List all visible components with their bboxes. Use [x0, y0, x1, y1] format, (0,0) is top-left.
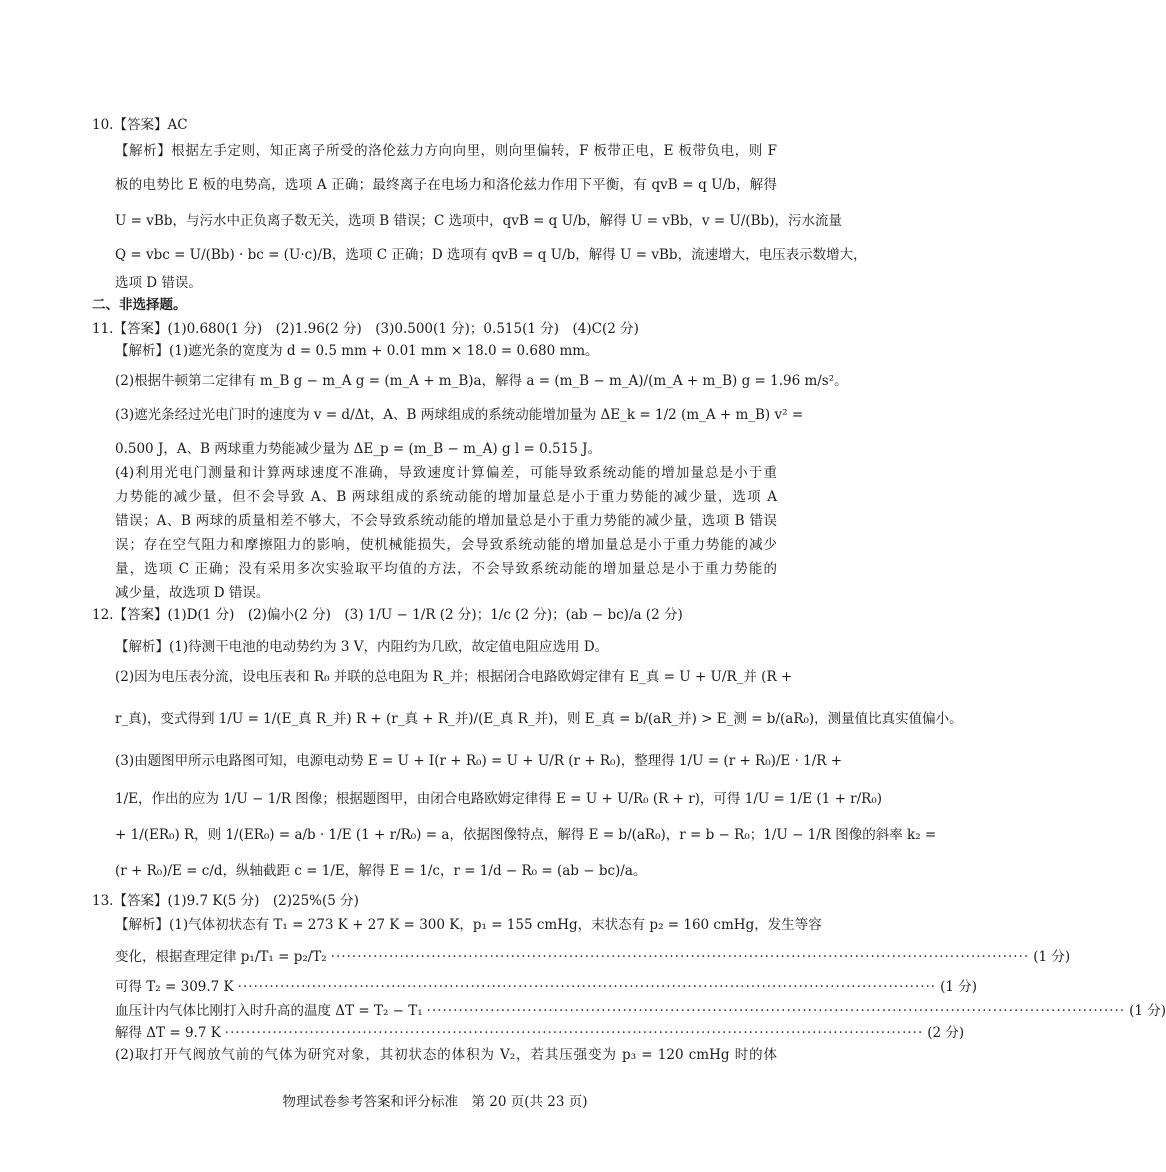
q12-analysis-line: r_真)，变式得到 1/U = 1/(E_真 R_并) R + (r_真 + R_并)/(E_真 R_并)，则 E_真 = b/(aR_并) > E_测 = b/(aR₀)，测量值比真实值偏小。: [115, 711, 963, 727]
q13-step: [115, 948, 1071, 966]
q11-analysis-line: 量，选项 C 正确；没有采用多次实验取平均值的方法，不会导致系统动能的增加量总是小于重力势能的: [115, 561, 777, 577]
q12-analysis-line: (r + R₀)/E = c/d，纵轴截距 c = 1/E，解得 E = 1/c，r = 1/d − R₀ = (ab − bc)/a。: [115, 863, 647, 879]
q10-analysis-line: 选项 D 错误。: [115, 275, 202, 291]
leader-dots: ····································································································································: [330, 949, 1030, 965]
q12-analysis-line: (3)由题图甲所示电路图可知，电源电动势 E = U + I(r + R₀) = U + U/R (r + R₀)，整理得 1/U = (r + R₀)/E · 1/R +: [115, 753, 843, 769]
q11-analysis-line: 0.500 J，A、B 两球重力势能减少量为 ΔE_p = (m_B − m_A) g l = 0.515 J。: [115, 441, 601, 457]
step-text: 血压计内气体比刚打入时升高的温度 ΔT = T₂ − T₁: [115, 1003, 423, 1019]
q11-analysis-line: 减少量，故选项 D 错误。: [115, 585, 270, 601]
q10-answer: 10.【答案】AC: [92, 117, 188, 133]
q13-step: [115, 1024, 965, 1042]
leader-dots: ····································································································································: [237, 979, 937, 995]
q11-analysis-line: (2)根据牛顿第二定律有 m_B g − m_A g = (m_A + m_B)a，解得 a = (m_B − m_A)/(m_A + m_B) g = 1.96 m/s²。: [115, 373, 848, 389]
leader-dots: ····································································································································: [426, 1003, 1126, 1019]
step-score: (2 分): [927, 1025, 965, 1041]
q11-analysis-line: 误；存在空气阻力和摩擦阻力的影响，使机械能损失，会导致系统动能的增加量总是小于重力势能的减少: [115, 537, 777, 553]
leader-dots: ····································································································································: [224, 1025, 924, 1041]
q11-analysis-line: 错误；A、B 两球的质量相差不够大，不会导致系统动能的增加量总是小于重力势能的减少量，选项 B 错误: [115, 513, 777, 529]
q10-analysis-line: 【解析】根据左手定则，知正离子所受的洛伦兹力方向向里，则向里偏转，F 板带正电，E 板带负电，则 F: [115, 143, 777, 159]
q11-analysis-line: (3)遮光条经过光电门时的速度为 v = d/Δt，A、B 两球组成的系统动能增加量为 ΔE_k = 1/2 (m_A + m_B) v² =: [115, 407, 804, 423]
q11-analysis-line: (4)利用光电门测量和计算两球速度不准确，导致速度计算偏差，可能导致系统动能的增加量总是小于重: [115, 465, 777, 481]
q12-analysis-line: (2)因为电压表分流，设电压表和 R₀ 并联的总电阻为 R_并；根据闭合电路欧姆定律有 E_真 = U + U/R_并 (R +: [115, 669, 793, 685]
q11-answer: 11.【答案】(1)0.680(1 分) (2)1.96(2 分) (3)0.500(1 分)；0.515(1 分) (4)C(2 分): [92, 321, 639, 337]
q13-analysis-line: (2)取打开气阀放气前的气体为研究对象，其初状态的体积为 V₂，若其压强变为 p₃ = 120 cmHg 时的体: [115, 1047, 777, 1063]
step-text: 可得 T₂ = 309.7 K: [115, 979, 234, 995]
q12-answer: 12.【答案】(1)D(1 分) (2)偏小(2 分) (3) 1/U − 1/R (2 分)；1/c (2 分)；(ab − bc)/a (2 分): [92, 607, 683, 623]
q11-analysis-line: 【解析】(1)遮光条的宽度为 d = 0.5 mm + 0.01 mm × 18.0 = 0.680 mm。: [115, 343, 599, 359]
q13-analysis-line: 【解析】(1)气体初状态有 T₁ = 273 K + 27 K = 300 K，p₁ = 155 cmHg，末状态有 p₂ = 160 cmHg，发生等容: [115, 917, 822, 933]
step-score: (1 分): [1129, 1003, 1166, 1019]
q12-analysis-line: 【解析】(1)待测干电池的电动势约为 3 V，内阻约为几欧，故定值电阻应选用 D。: [115, 639, 609, 655]
page-footer: 物理试卷参考答案和评分标准 第 20 页(共 23 页): [282, 1094, 588, 1110]
q13-step: [115, 1002, 1166, 1020]
q11-analysis-line: 力势能的减少量，但不会导致 A、B 两球组成的系统动能的增加量总是小于重力势能的减少量，选项 A: [115, 489, 777, 505]
q12-analysis-line: 1/E，作出的应为 1/U − 1/R 图像；根据题图甲，由闭合电路欧姆定律得 E = U + U/R₀ (R + r)，可得 1/U = 1/E (1 + r/R₀): [115, 791, 883, 807]
section-heading: 二、非选择题。: [92, 297, 187, 313]
q12-analysis-line: + 1/(ER₀) R，则 1/(ER₀) = a/b · 1/E (1 + r/R₀) = a，依据图像特点，解得 E = b/(aR₀)，r = b − R₀；1/U − 1/R 图像的斜率 k₂ =: [115, 827, 937, 843]
q13-step: [115, 978, 978, 996]
step-text: 变化，根据查理定律 p₁/T₁ = p₂/T₂: [115, 949, 327, 965]
step-text: 解得 ΔT = 9.7 K: [115, 1025, 221, 1041]
q10-analysis-line: 板的电势比 E 板的电势高，选项 A 正确；最终离子在电场力和洛伦兹力作用下平衡，有 qvB = q U/b，解得: [115, 177, 777, 193]
q10-analysis-line: U = vBb，与污水中正负离子数无关，选项 B 错误；C 选项中，qvB = q U/b，解得 U = vBb，v = U/(Bb)，污水流量: [115, 213, 842, 229]
step-score: (1 分): [1033, 949, 1071, 965]
step-score: (1 分): [940, 979, 978, 995]
q13-answer: 13.【答案】(1)9.7 K(5 分) (2)25%(5 分): [92, 893, 359, 909]
q10-analysis-line: Q = vbc = U/(Bb) · bc = (U·c)/B，选项 C 正确；D 选项有 qvB = q U/b，解得 U = vBb，流速增大，电压表示数增大，: [115, 247, 867, 263]
